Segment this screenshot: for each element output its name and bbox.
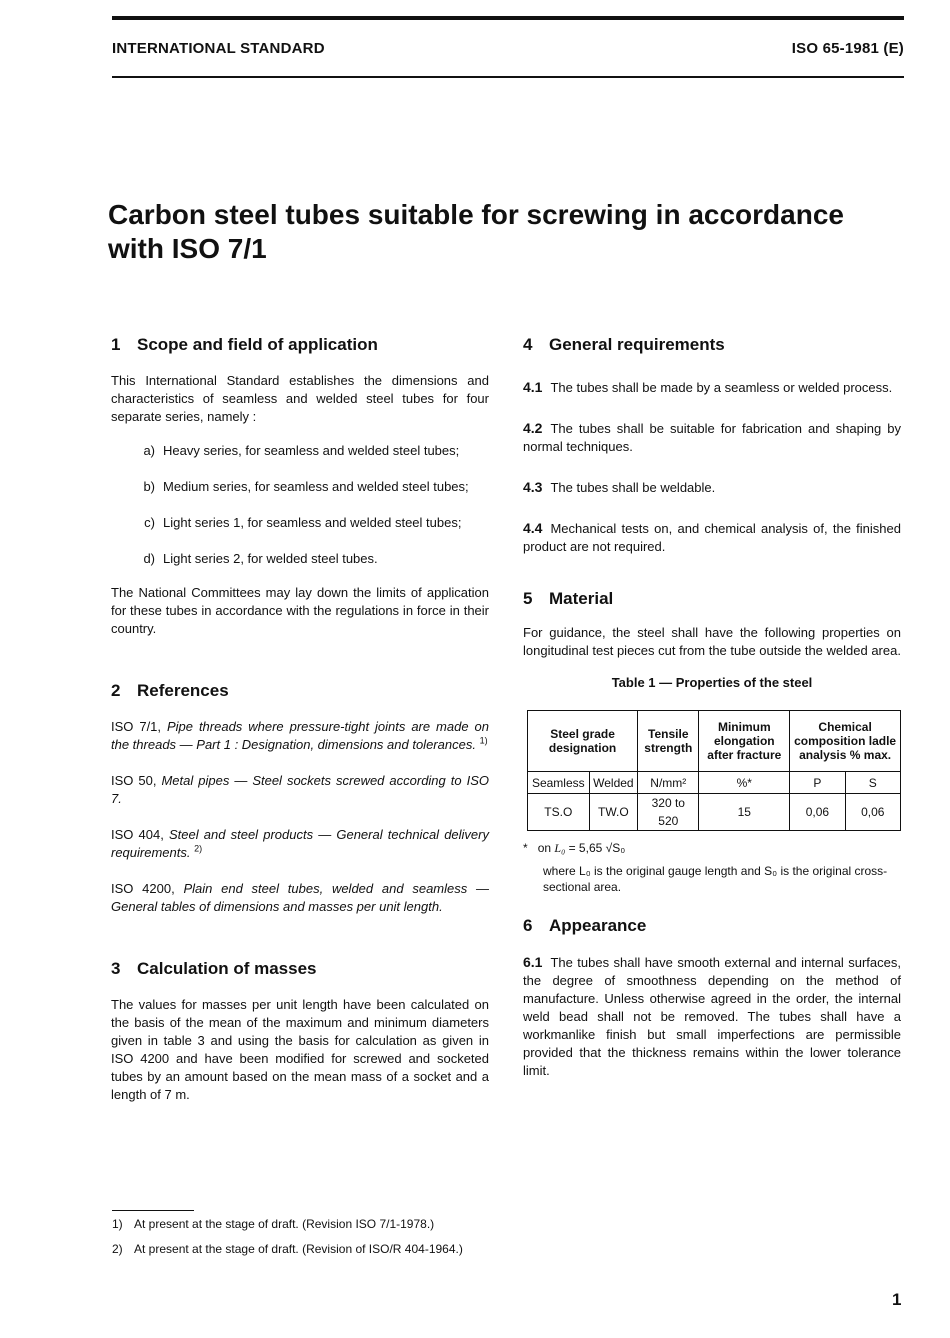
left-column — [111, 334, 489, 1104]
clause-4-2: 4.2 The tubes shall be suitable for fabrication and shaping by normal techniques. — [523, 420, 901, 454]
title-line-1: Carbon steel tubes suitable for screwing in accordance — [108, 199, 844, 230]
reference-iso-7-1: ISO 7/1, Pipe threads where pressure-tight joints are made on the threads — Part 1 : Designation, dimensions and tolerances. $^{1)}$ — [111, 719, 489, 752]
table-where-note: where L₀ is the original gauge length and S₀ is the original cross-sectional area. — [543, 864, 888, 894]
list-item: b) Medium series, for seamless and welded steel tubes; — [143, 479, 469, 494]
table-footnote: * on L₀ = 5,65 √S₀ — [523, 841, 626, 855]
section-4-heading: 4 General requirements — [523, 335, 725, 354]
col-header-grade: Steel grade designation — [528, 711, 638, 772]
series-list — [111, 442, 489, 586]
steel-properties-table — [527, 710, 901, 831]
footnote-1: 1) At present at the stage of draft. (Revision ISO 7/1-1978.) — [112, 1217, 435, 1231]
section-3-heading: 3 Calculation of masses — [111, 959, 317, 978]
right-column — [523, 334, 901, 1080]
clause-4-3: 4.3 The tubes shall be weldable. — [523, 479, 716, 495]
footnote-2: 2) At present at the stage of draft. (Revision of ISO/R 404-1964.) — [112, 1242, 463, 1256]
section-6-heading: 6 Appearance — [523, 916, 647, 935]
reference-iso-50: ISO 50, Metal pipes — Steel sockets screwed according to ISO 7. — [111, 773, 489, 806]
footnote-rule — [112, 1210, 194, 1211]
section-1-heading — [111, 334, 489, 356]
clause-6-1: 6.1 The tubes shall have smooth external and internal surfaces, the degree of smoothness depending on the method of manufacture. Unless otherwise agreed in the order, the internal weld bead shall not be removed. The tubes shall have a workmanlike finish but small imperfections are permissible provided that the thickness remains within the lower tolerance limit. — [523, 954, 901, 1078]
title-line-2: with ISO 7/1 — [108, 233, 267, 264]
col-header-elongation: Minimum elongation after fracture — [699, 711, 790, 772]
header-left: INTERNATIONAL STANDARD — [112, 40, 325, 57]
reference-iso-404: ISO 404, Steel and steel products — General technical delivery requirements. $^{2)}$ — [111, 827, 489, 860]
clause-4-4: 4.4 Mechanical tests on, and chemical analysis of, the finished product are not required. — [523, 520, 901, 554]
document-title — [108, 198, 908, 266]
reference-iso-4200: ISO 4200, Plain end steel tubes, welded and seamless — General tables of dimensions and masses per unit length. — [111, 881, 489, 914]
list-item: c) Light series 1, for seamless and welded steel tubes; — [144, 515, 462, 530]
section-title: Scope and field of application — [137, 335, 378, 354]
clause-4-1: 4.1 The tubes shall be made by a seamless or welded process. — [523, 379, 893, 395]
scope-intro: This International Standard establishes the dimensions and characteristics of seamless and welded steel tubes for four separate series, namely : — [111, 373, 489, 424]
header-rule — [112, 76, 904, 78]
material-text: For guidance, the steel shall have the following properties on longitudinal test pieces cut from the tube outside the welded area. — [523, 625, 901, 658]
top-rule — [112, 16, 904, 20]
page-number: 1 — [892, 1290, 902, 1309]
section-2-heading: 2 References — [111, 681, 229, 700]
table-row: TS.O TW.O 320 to 520 15 0,06 0,06 — [528, 794, 901, 831]
list-item: d) Light series 2, for welded steel tubes. — [143, 551, 378, 566]
col-header-chemical: Chemical composition ladle analysis % max. — [790, 711, 901, 772]
col-header-tensile: Tensile strength — [638, 711, 699, 772]
section-number: 1 — [111, 335, 121, 354]
scope-outro: The National Committees may lay down the limits of application for these tubes in accordance with the regulations in force in their country. — [111, 585, 489, 636]
table-header-row — [528, 711, 901, 772]
list-item: a) Heavy series, for seamless and welded steel tubes; — [143, 443, 460, 458]
table-caption: Table 1 — Properties of the steel — [611, 675, 813, 690]
masses-text: The values for masses per unit length have been calculated on the basis of the mean of the maximum and minimum diameters given in table 3 and using the basis for calculation as given in ISO 4200 and have been modified for screwed and socketed tubes by an amount based on the mean mass of a socket and a length of 7 m. — [111, 997, 489, 1102]
header-right: ISO 65-1981 (E) — [791, 40, 904, 57]
section-5-heading: 5 Material — [523, 589, 614, 608]
table-unit-row: Seamless Welded N/mm² %* P S — [528, 772, 901, 794]
